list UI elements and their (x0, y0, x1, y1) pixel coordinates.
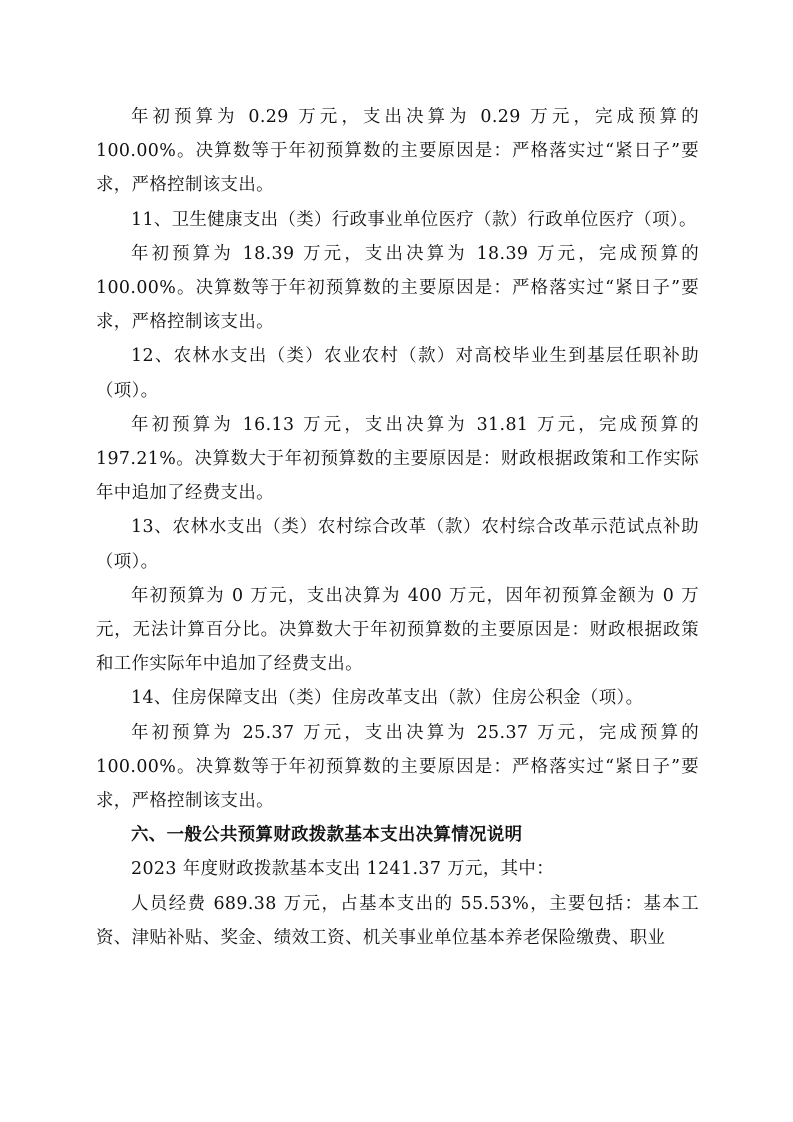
item-heading-13: 13、农林水支出（类）农村综合改革（款）农村综合改革示范试点补助（项）。 (96, 517, 699, 572)
section-heading-6: 六、一般公共预算财政拨款基本支出决算情况说明 (131, 825, 523, 846)
paragraph-personnel-expenses: 人员经费 689.38 万元，占基本支出的 55.53%，主要包括：基本工资、津贴补贴、奖金、绩效工资、机关事业单位基本养老保险缴费、职业 (96, 893, 699, 948)
paragraph-budget-note-10: 年初预算为 0.29 万元，支出决算为 0.29 万元，完成预算的100.00%。决算数等于年初预算数的主要原因是：严格落实过“紧日子”要求，严格控制该支出。 (96, 107, 699, 196)
paragraph-budget-note-12: 年初预算为 16.13 万元，支出决算为 31.81 万元，完成预算的197.21%。决算数大于年初预算数的主要原因是：财政根据政策和工作实际年中追加了经费支出。 (96, 414, 699, 504)
paragraph-basic-expenditure-total: 2023 年度财政拨款基本支出 1241.37 万元，其中： (131, 859, 555, 880)
paragraph-budget-note-11: 年初预算为 18.39 万元，支出决算为 18.39 万元，完成预算的100.00%。决算数等于年初预算数的主要原因是：严格落实过“紧日子”要求，严格控制该支出。 (96, 243, 699, 333)
item-heading-14: 14、住房保障支出（类）住房改革支出（款）住房公积金（项）。 (131, 688, 644, 709)
paragraph-budget-note-13: 年初预算为 0 万元，支出决算为 400 万元，因年初预算金额为 0 万元，无法计算百分比。决算数大于年初预算数的主要原因是：财政根据政策和工作实际年中追加了经费支出。 (96, 585, 699, 675)
paragraph-budget-note-14: 年初预算为 25.37 万元，支出决算为 25.37 万元，完成预算的100.00%。决算数等于年初预算数的主要原因是：严格落实过“紧日子”要求，严格控制该支出。 (96, 722, 699, 812)
item-heading-11: 11、卫生健康支出（类）行政事业单位医疗（款）行政单位医疗（项）。 (131, 209, 697, 230)
document-body (96, 100, 699, 955)
item-heading-12: 12、农林水支出（类）农业农村（款）对高校毕业生到基层任职补助（项）。 (96, 346, 699, 401)
